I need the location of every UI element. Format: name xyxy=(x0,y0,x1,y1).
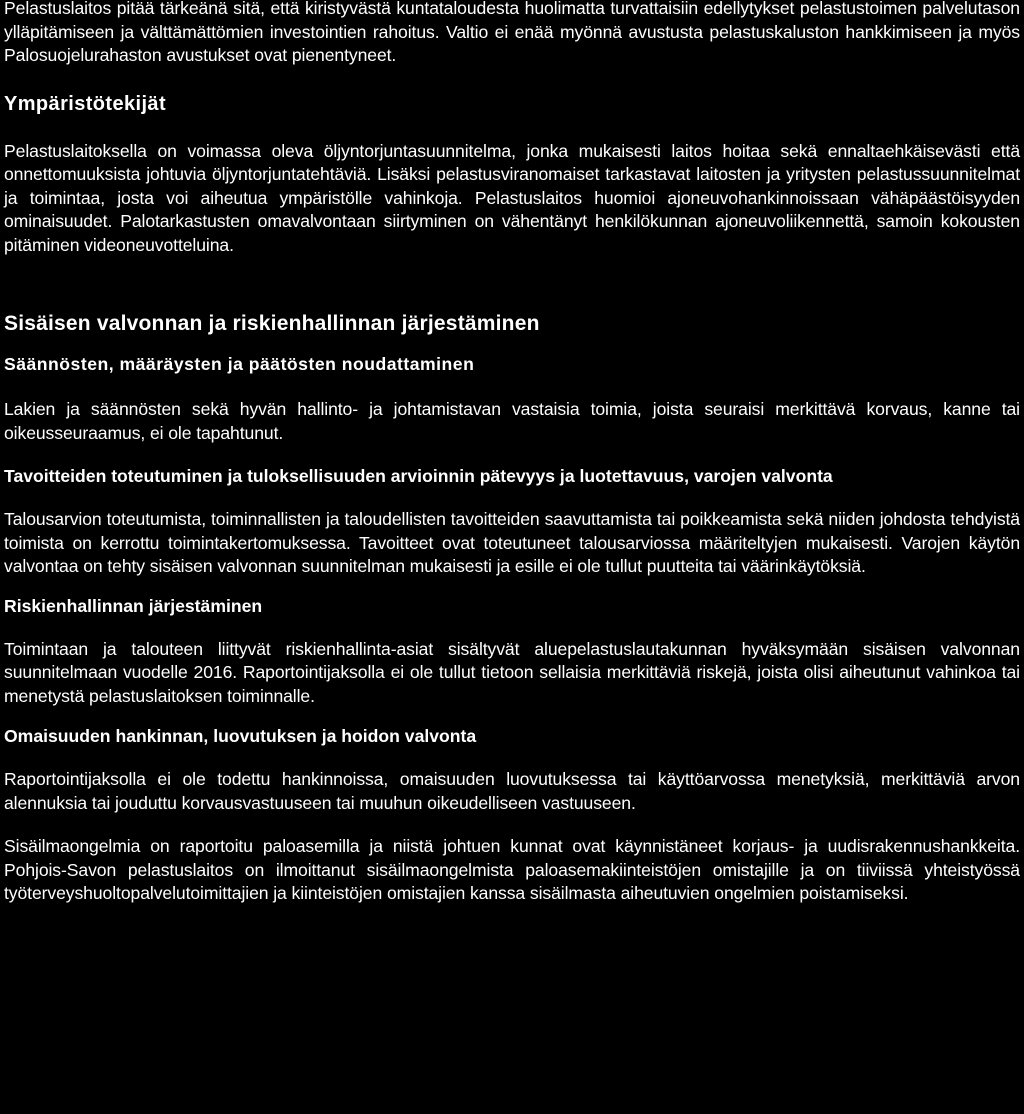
heading-riskienhallinta: Riskienhallinnan järjestäminen xyxy=(4,595,263,616)
paragraph-omaisuuden-valvonta: Raportointijaksolla ei ole todettu hankinnoissa, omaisuuden luovutuksessa tai käyttöarvossa menetyksiä, merkittäviä arvon alennuksia tai jouduttu korvausvastuuseen tai muuhun oikeudelliseen vastuuseen. xyxy=(4,769,1020,813)
paragraph-saannosten-noudattaminen: Lakien ja säännösten sekä hyvän hallinto- ja johtamistavan vastaisia toimia, joista seuraisi merkittävä korvaus, kanne tai oikeusseuraamus, ei ole tapahtunut. xyxy=(4,399,1020,443)
paragraph-riskienhallinta: Toimintaan ja talouteen liittyvät riskienhallinta-asiat sisältyvät aluepelastuslautakunnan hyväksymään sisäisen valvonnan suunnitelmaan vuodelle 2016. Raportointijaksolla ei ole tullut tietoon sellaisia merkittäviä riskejä, joista olisi aiheutunut vahinkoa tai menetystä pelastuslaitoksen toiminnalle. xyxy=(4,638,1020,706)
paragraph-ymparistotekijat: Pelastuslaitoksella on voimassa oleva öljyntorjuntasuunnitelma, jonka mukaisesti laitos hoitaa sekä ennaltaehkäisevästi että onnettomuuksista johtuvia öljyntorjuntatehtäviä. Lisäksi pelastusviranomaiset tarkastavat laitosten ja yritysten pelastussuunnitelmat ja toimintaa, josta voi aiheutua ympäristölle vahinkoja. Pelastuslaitos huomioi ajoneuvohankinnoissaan vähäpäästöisyyden ominaisuudet. Palotarkastusten omavalvontaan siirtyminen on vähentänyt henkilökunnan ajoneuvoliikennettä, samoin kokousten pitäminen videoneuvotteluina. xyxy=(4,140,1020,255)
heading-ymparistotekijat: Ympäristötekijät xyxy=(4,92,167,115)
heading-saannosten-noudattaminen: Säännösten, määräysten ja päätösten noudattaminen xyxy=(4,354,475,374)
paragraph-sisailmaongelmat: Sisäilmaongelmia on raportoitu paloasemilla ja niistä johtuen kunnat ovat käynnistäneet korjaus- ja uudisrakennushankkeita. Pohjois-Savon pelastuslaitos on ilmoittanut sisäilmaongelmista paloasemakiinteistöjen omistajille ja on tiiviissä yhteistyössä työterveyshuoltopalvelutoimittajien ja kiinteistöjen omistajien kanssa sisäilmasta aiheutuvien ongelmien poistamiseksi. xyxy=(4,836,1020,903)
heading-tavoitteiden-toteutuminen: Tavoitteiden toteutuminen ja tuloksellisuuden arvioinnin pätevyys ja luotettavuus, varojen valvonta xyxy=(4,466,833,486)
intro-paragraph: Pelastuslaitos pitää tärkeänä sitä, että kiristyvästä kuntataloudesta huolimatta turvattaisiin edellytykset pelastustoimen palvelutason ylläpitämiseen ja välttämättömien investointien rahoitus. Valtio ei enää myönnä avustusta pelastuskaluston hankkimiseen ja myös Palosuojelurahaston avustukset ovat pienentyneet. xyxy=(4,0,1020,65)
document-page xyxy=(4,0,1020,906)
heading-omaisuuden-valvonta: Omaisuuden hankinnan, luovutuksen ja hoidon valvonta xyxy=(4,726,477,746)
heading-sisainen-valvonta: Sisäisen valvonnan ja riskienhallinnan järjestäminen xyxy=(4,312,540,335)
paragraph-tavoitteiden-toteutuminen: Talousarvion toteutumista, toiminnallisten ja taloudellisten tavoitteiden saavuttamista tai poikkeamista sekä niiden johdosta tehdyistä toimista on kerrottu toimintakertomuksessa. Tavoitteet ovat toteutuneet talousarviossa määriteltyjen mukaisesti. Varojen käytön valvontaa on tehty sisäisen valvonnan suunnitelman mukaisesti ja esille ei ole tullut puutteita tai väärinkäytöksiä. xyxy=(4,509,1020,576)
